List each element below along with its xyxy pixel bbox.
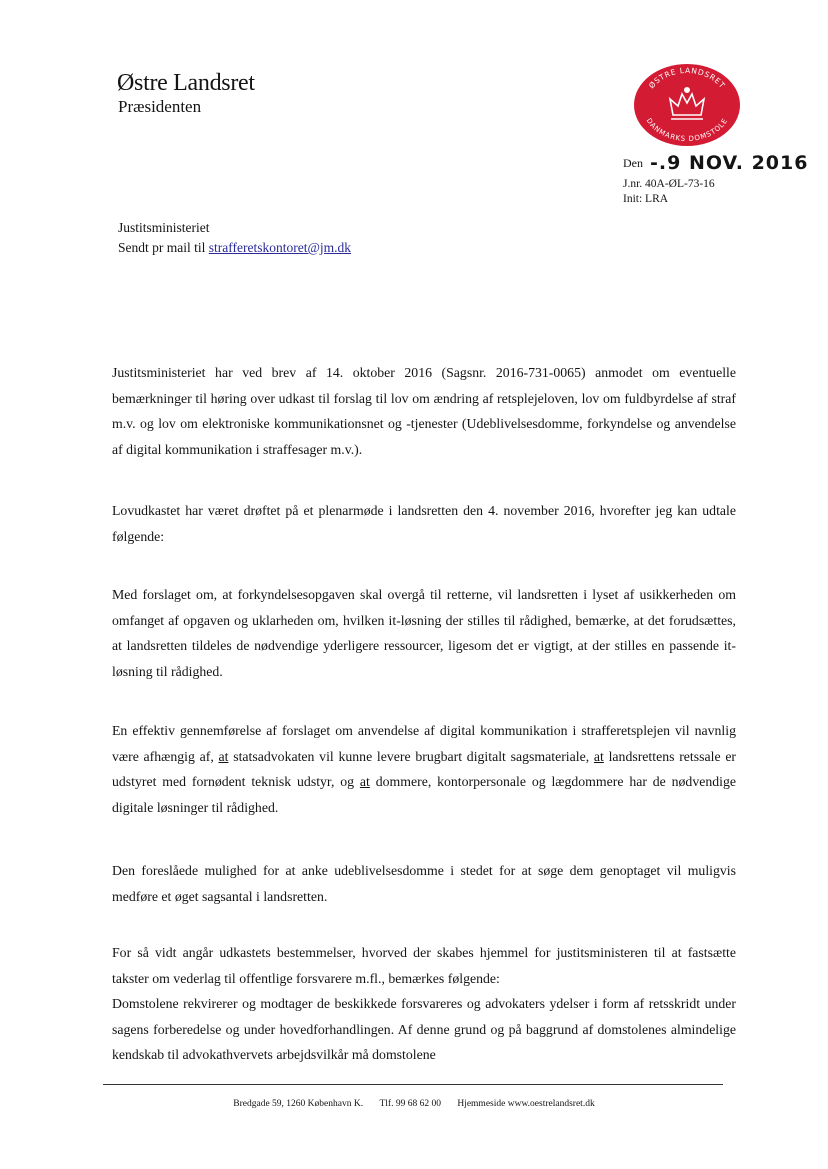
court-name: Østre Landsret (117, 70, 255, 96)
emphasis-at-3: at (359, 774, 370, 789)
seal-background (634, 64, 740, 146)
footer-divider (103, 1084, 723, 1085)
initials: Init: LRA (623, 193, 669, 205)
date-stamp: -.9 NOV. 2016 (650, 152, 809, 174)
date-line (623, 150, 808, 172)
recipient-sent-line (118, 238, 351, 258)
paragraph-1 (112, 360, 736, 462)
paragraph-5-text: Den foreslåede mulighed for at anke udeblivelsesdomme i stedet for at søge dem genoptaget vil muligvis medføre et øget sagsantal i landsretten. (112, 863, 736, 904)
paragraph-3-text: Med forslaget om, at forkyndelsesopgaven skal overgå til retterne, vil landsretten i lyset af usikkerheden om omfanget af opgaven og uklarheden om, hvilken it-løsning der stilles til rådighed, bemærke, at det forudsættes, at landsretten tildeles de nødvendige yderligere ressourcer, ligesom det er vigtigt, at der stilles en passende it-løsning til rådighed. (112, 587, 736, 679)
court-seal-logo (633, 63, 741, 147)
seal-bottom-text: DANMARKS DOMSTOLE (644, 116, 730, 144)
footer (0, 1099, 828, 1109)
court-subtitle: Præsidenten (118, 97, 202, 116)
paragraph-2-text: Lovudkastet har været drøftet på et plenarmøde i landsretten den 4. november 2016, hvorefter jeg kan udtale følgende: (112, 503, 736, 544)
emphasis-at-1: at (218, 748, 229, 764)
paragraph-6-text: For så vidt angår udkastets bestemmelser, hvorved der skabes hjemmel for justitsministeren til at fastsætte takster om vederlag til offentlige forsvarere m.fl., bemærkes følgende: (112, 945, 736, 986)
paragraph-5 (112, 858, 736, 909)
paragraph-7-text: Domstolene rekvirerer og modtager de beskikkede forsvareres og advokaters ydelser i form af retsskridt under sagens forberedelse og under hovedforhandlingen. Af denne grund og på baggrund af domstolenes almindelige kendskab til advokathvervets arbejdsvilkår må domstolene (112, 996, 736, 1062)
footer-phone: Tlf. 99 68 62 00 (379, 1099, 441, 1109)
seal-top-text: ØSTRE LANDSRET (646, 65, 728, 91)
date-label: Den (623, 156, 643, 170)
footer-web: Hjemmeside www.oestrelandsret.dk (457, 1099, 595, 1109)
paragraph-2 (112, 498, 736, 549)
email-link[interactable]: strafferetskontoret@jm.dk (208, 240, 352, 255)
paragraph-1-text: Justitsministeriet har ved brev af 14. oktober 2016 (Sagsnr. 2016-731-0065) anmodet om eventuelle bemærkninger til høring over udkast til forslag til lov om ændring af retsplejeloven, lov om fuldbyrdelse af straf m.v. og lov om elektroniske kommunikationsnet og -tjenester (Udeblivelsesdomme, forkyndelse og anvendelse af digital kommunikation i straffesager m.v.). (112, 365, 736, 457)
recipient-block (118, 218, 351, 258)
paragraph-3 (112, 582, 736, 684)
sent-prefix: Sendt pr mail til (118, 240, 206, 255)
paragraph-6 (112, 940, 736, 1068)
recipient-name: Justitsministeriet (118, 220, 210, 235)
paragraph-4 (112, 718, 736, 820)
footer-address: Bredgade 59, 1260 København K. (233, 1099, 364, 1109)
paragraph-4-text: En effektiv gennemførelse af forslaget om anvendelse af digital kommunikation i strafferetsplejen vil navnlig være afhængig af, at statsadvokaten vil kunne levere brugbart digitalt sagsmateriale, at landsrettens retssale er udstyret med fornødent teknisk udstyr, og at dommere, kontorpersonale og lægdommere har de nødvendige digitale løsninger til rådighed. (112, 723, 737, 815)
journal-number: J.nr. 40A-ØL-73-16 (623, 178, 715, 190)
emphasis-at-2: at (593, 748, 604, 764)
